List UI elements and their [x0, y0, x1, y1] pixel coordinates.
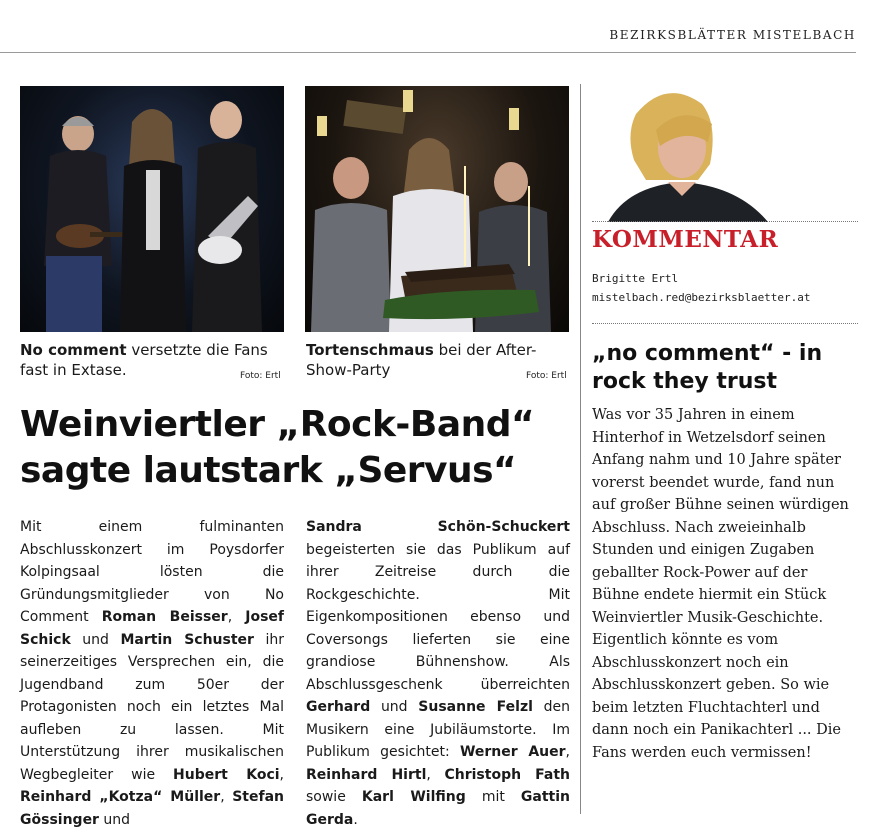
article-headline: Weinviertler „Rock-Band“ sagte lautstark „Servus“ — [20, 404, 535, 491]
masthead — [0, 0, 856, 53]
body-text: , — [426, 766, 445, 783]
party-photo-illustration — [305, 86, 569, 332]
body-text: und — [370, 699, 419, 715]
publication-title: BEZIRKSBLÄTTER MISTELBACH — [609, 28, 856, 42]
column-divider — [580, 84, 581, 814]
kommentar-divider-bottom — [592, 323, 858, 324]
person-name: Susanne Felzl — [418, 699, 533, 715]
body-text: mit — [465, 789, 521, 805]
person-name: Hubert Koci — [173, 766, 280, 783]
person-name: Martin Schuster — [120, 631, 254, 648]
article-body-column-2 — [306, 516, 570, 831]
person-name: Werner Auer — [459, 744, 566, 760]
body-text: Mit einem fulminanten Abschlusskonzert im Poysdorfer Kolpingsaal lösten die Gründungsmitglieder von No Comment — [20, 519, 284, 625]
body-text: begeisterten sie das Publikum auf ihrer Zeitreise durch die Rockgeschichte. Mit Eigenkompositionen ebenso und Coversongs lieferten sie eine grandiose Bühnenshow. Als Abschlussgeschenk überreichten — [306, 541, 570, 693]
author-portrait-illustration — [598, 84, 788, 222]
photo1-caption-bold: No comment — [20, 341, 127, 359]
author-portrait-photo — [598, 84, 788, 222]
body-text: sowie — [306, 789, 362, 805]
band-photo-illustration — [20, 86, 284, 332]
photo2-caption-bold: Tortenschmaus — [306, 341, 434, 359]
body-text: , — [227, 609, 246, 625]
person-name: Christoph Fath — [444, 766, 570, 783]
comment-author-name: Brigitte Ertl — [592, 272, 679, 285]
person-name: Reinhard „Kotza“ Müller — [20, 789, 221, 805]
photo2-caption-rest: bei der After-Show-Party — [306, 341, 537, 379]
person-name: Sandra Schön-Schuckert — [306, 519, 570, 535]
photo2-caption — [306, 340, 556, 380]
person-name: Gattin Gerda — [306, 789, 570, 828]
person-name: Stefan Gössinger — [20, 789, 284, 828]
person-name: Gerhard — [306, 699, 371, 715]
body-text: den Musikern eine Jubiläumstorte. Im Publikum gesichtet: — [306, 699, 570, 760]
photo1-caption-rest: versetzte die Fans fast in Extase. — [20, 341, 268, 379]
person-name: Reinhard Hirtl — [306, 766, 427, 783]
kommentar-label: KOMMENTAR — [592, 226, 779, 253]
kommentar-divider-top — [592, 221, 858, 222]
body-text: und — [70, 631, 121, 648]
body-text: , — [565, 744, 570, 760]
band-on-stage-photo — [20, 86, 284, 332]
after-show-party-photo — [305, 86, 569, 332]
person-name: Karl Wilfing — [361, 789, 466, 805]
comment-author-email: mistelbach.red@bezirksblaetter.at — [592, 291, 811, 304]
photo1-caption — [20, 340, 270, 380]
body-text: . — [353, 811, 358, 828]
article-body-column-1 — [20, 516, 284, 831]
photo2-credit: Foto: Ertl — [526, 371, 567, 381]
comment-body: Was vor 35 Jahren in einem Hinterhof in Wetzelsdorf seinen Anfang nahm und 10 Jahre später vorerst beendet wurde, fand nun auf großer Bühne seinen würdigen Abschluss. Nach zweieinhalb Stunden und einigen Zugaben geballter Rock-Power auf der Bühne endete hiermit ein Stück Weinviertler Musik-Geschichte. Eigentlich könnte es vom Abschlusskonzert noch ein Abschlusskonzert geben. So wie beim letzten Fluchtachterl und dann noch ein Panikachterl ... Die Fans werden euch vermissen! — [592, 407, 849, 761]
person-name: Roman Beisser — [101, 609, 228, 625]
person-name: Josef Schick — [20, 609, 284, 648]
photo1-credit: Foto: Ertl — [240, 371, 281, 381]
body-text: , — [279, 766, 284, 783]
body-text: , — [220, 789, 233, 805]
comment-title: „no comment“ - in rock they trust — [592, 341, 823, 394]
body-text: und — [98, 811, 131, 828]
body-text: ihr seinerzeitiges Versprechen ein, die Jugendband zum 50er der Protagonisten noch ein letztes Mal aufleben zu lassen. Mit Unterstützung ihrer musikalischen Wegbegleiter wie — [20, 631, 284, 783]
